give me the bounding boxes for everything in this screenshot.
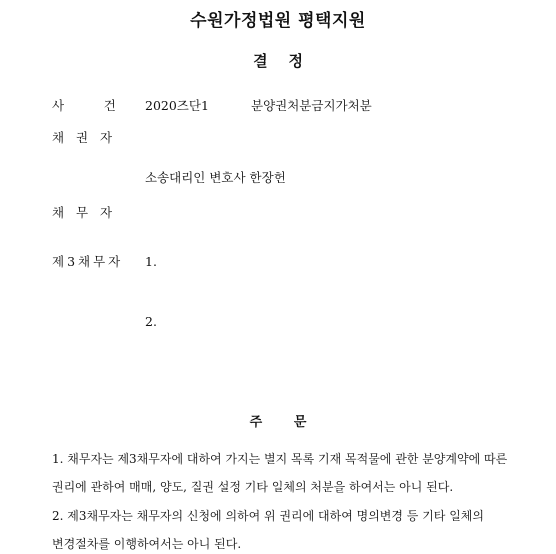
order-line-2: 권리에 관하여 매매, 양도, 질권 설정 기타 일체의 처분을 하여서는 아니 된다. (52, 480, 454, 494)
third-debtor-item-2: 2. (145, 314, 157, 329)
creditor-label: 채 권 자 (52, 130, 113, 145)
order-line-1: 1. 채무자는 제3채무자에 대하여 가지는 별지 목록 기재 목적물에 관한 분양계약에 따른 (52, 452, 508, 466)
order-line-4: 변경절차를 이행하여서는 아니 된다. (52, 537, 242, 551)
case-label: 사 건 (52, 98, 116, 113)
case-number: 2020즈단1 (145, 98, 209, 113)
order-line-3: 2. 제3채무자는 채무자의 신청에 의하여 위 권리에 대하여 명의변경 등 기타 일체의 (52, 509, 484, 523)
case-name: 분양권처분금지가처분 (251, 98, 372, 113)
document-title: 결 정 (253, 52, 303, 70)
court-name: 수원가정법원 평택지원 (190, 11, 366, 31)
third-debtor-label: 제3채무자 (52, 254, 124, 269)
order-title: 주 문 (249, 415, 307, 430)
third-debtor-item-1: 1. (145, 254, 157, 269)
creditor-representative: 소송대리인 변호사 한장헌 (145, 170, 286, 185)
debtor-label: 채 무 자 (52, 205, 113, 220)
